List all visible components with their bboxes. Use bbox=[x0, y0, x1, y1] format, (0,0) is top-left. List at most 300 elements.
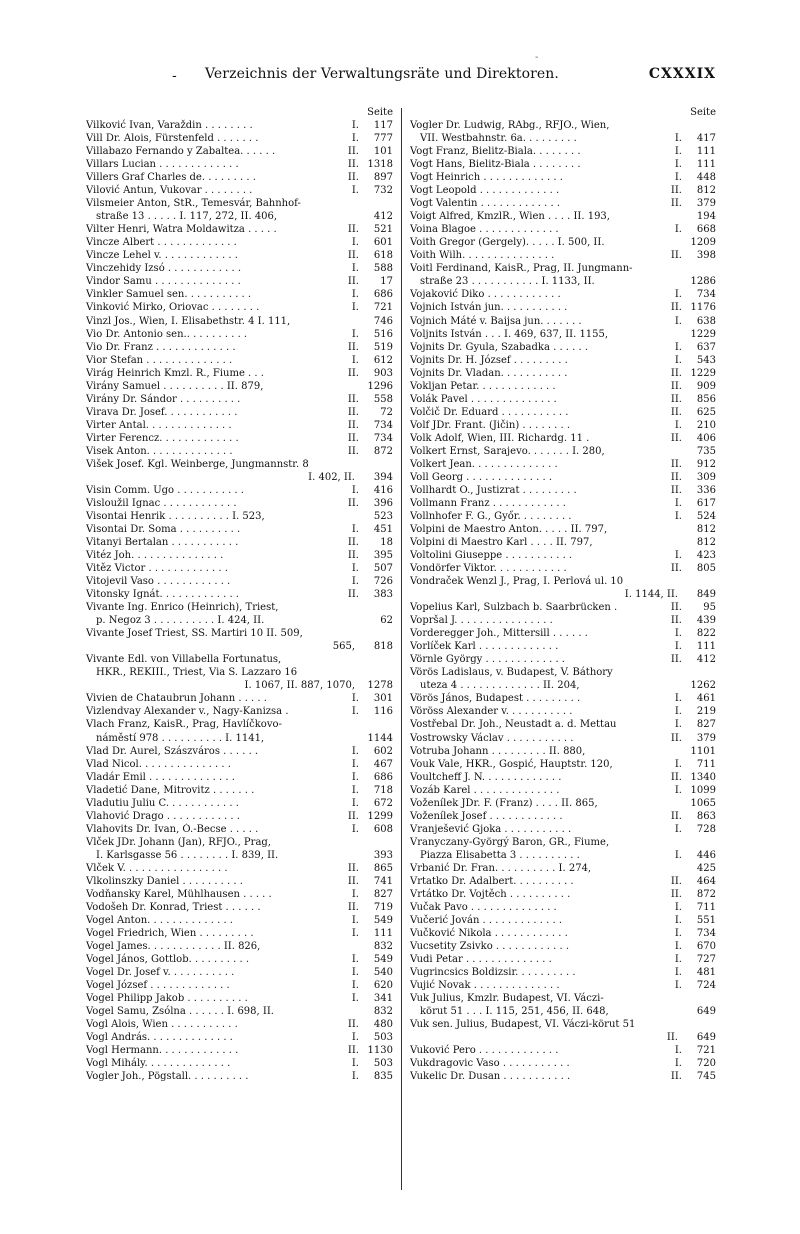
index-entry bbox=[86, 184, 393, 197]
index-entry bbox=[410, 692, 716, 705]
entry-name: Vouk Vale, HKR., Gospić, Hauptstr. 120, bbox=[410, 758, 613, 770]
entry-name: Vostrowsky Václav . . . . . . . . . . . bbox=[410, 732, 574, 744]
entry-name: Vörös János, Budapest . . . . . . . . . bbox=[410, 693, 581, 705]
entry-name: I. 1144, II. bbox=[624, 589, 678, 601]
index-entry bbox=[410, 210, 716, 223]
entry-name: Vitanyi Bertalan . . . . . . . . . . . bbox=[86, 537, 239, 549]
entry-name: Vojnits Dr. H. József . . . . . . . . . bbox=[410, 354, 568, 366]
entry-page: 686 bbox=[373, 771, 393, 783]
index-entry bbox=[410, 497, 716, 510]
index-entry bbox=[86, 810, 393, 823]
entry-volume: I. bbox=[674, 159, 682, 171]
entry-name: Vincze Lehel v. . . . . . . . . . . . . bbox=[86, 250, 238, 262]
entry-page: 849 bbox=[696, 589, 716, 601]
entry-volume: I. bbox=[351, 133, 359, 145]
entry-volume: I. bbox=[351, 1058, 359, 1070]
entry-page: 745 bbox=[696, 1071, 716, 1083]
index-entry bbox=[410, 315, 716, 328]
entry-page: 503 bbox=[373, 1032, 393, 1044]
index-entry bbox=[410, 810, 716, 823]
entry-page: 827 bbox=[373, 888, 393, 900]
entry-name: Vöröss Alexander v. . . . . . . . . . . bbox=[410, 706, 573, 718]
entry-name: Vogel József . . . . . . . . . . . . . bbox=[86, 980, 230, 992]
index-entry bbox=[86, 992, 393, 1005]
entry-name: Vudi Petar . . . . . . . . . . . . . . bbox=[410, 954, 552, 966]
index-entry bbox=[86, 315, 393, 328]
index-entry bbox=[86, 914, 393, 927]
entry-volume: I. bbox=[351, 771, 359, 783]
entry-name: Voženílek Josef . . . . . . . . . . . . bbox=[410, 810, 563, 822]
entry-page: 718 bbox=[373, 784, 393, 796]
index-entry bbox=[410, 771, 716, 784]
entry-name: Vitojevil Vaso . . . . . . . . . . . . bbox=[86, 576, 231, 588]
index-entry bbox=[410, 979, 716, 992]
entry-name: Vinczehidy Izsó . . . . . . . . . . . . bbox=[86, 263, 241, 275]
index-entry bbox=[86, 458, 393, 471]
entry-volume: II. bbox=[670, 810, 682, 822]
entry-page: 872 bbox=[696, 888, 716, 900]
header-dash: - bbox=[535, 52, 539, 63]
index-entry bbox=[410, 523, 716, 536]
entry-volume: I. bbox=[351, 954, 359, 966]
entry-volume: I. bbox=[351, 120, 359, 132]
index-entry bbox=[86, 927, 393, 940]
entry-name: Vörös Ladislaus, v. Budapest, V. Báthory bbox=[410, 667, 613, 679]
entry-page: 519 bbox=[373, 341, 393, 353]
entry-volume: II. bbox=[670, 602, 682, 614]
entry-volume: II. bbox=[670, 615, 682, 627]
entry-name: Vorderegger Joh., Mittersill . . . . . . bbox=[410, 628, 588, 640]
index-entry bbox=[86, 953, 393, 966]
entry-volume: I. bbox=[674, 172, 682, 184]
entry-volume: I. bbox=[674, 419, 682, 431]
index-entry bbox=[410, 679, 716, 692]
entry-page: 524 bbox=[696, 510, 716, 522]
entry-name: Vogl András. . . . . . . . . . . . . . bbox=[86, 1032, 233, 1044]
entry-page: 735 bbox=[696, 445, 716, 457]
entry-page: 467 bbox=[373, 758, 393, 770]
entry-name: Vindor Samu . . . . . . . . . . . . . . bbox=[86, 276, 241, 288]
index-entry bbox=[86, 705, 393, 718]
entry-volume: I. bbox=[351, 289, 359, 301]
entry-name: Visloužil Ignac . . . . . . . . . . . . bbox=[86, 497, 237, 509]
index-entry bbox=[86, 249, 393, 262]
entry-name: Virány Samuel . . . . . . . . . . II. 879, bbox=[86, 380, 264, 392]
index-entry bbox=[410, 927, 716, 940]
entry-name: Vincze Albert . . . . . . . . . . . . . bbox=[86, 237, 237, 249]
entry-name: Vopelius Karl, Sulzbach b. Saarbrücken . bbox=[410, 602, 618, 614]
index-entry bbox=[86, 223, 393, 236]
entry-name: Vrtátko Dr. Vojtěch . . . . . . . . . . bbox=[410, 888, 571, 900]
entry-page: 451 bbox=[373, 524, 393, 535]
entry-volume: I. bbox=[674, 510, 682, 522]
index-entry bbox=[86, 497, 393, 510]
entry-name: Vollhardt O., Justizrat . . . . . . . . . bbox=[410, 484, 577, 496]
entry-name: Vučković Nikola . . . . . . . . . . . . bbox=[410, 927, 568, 939]
entry-name: Vrtatko Dr. Adalbert. . . . . . . . . . bbox=[410, 875, 574, 887]
entry-name: 565, bbox=[332, 641, 355, 653]
entry-name: Vogl Alois, Wien . . . . . . . . . . . bbox=[86, 1019, 238, 1031]
entry-name: Vokljan Petar. . . . . . . . . . . . . bbox=[410, 380, 556, 392]
entry-page: 721 bbox=[373, 302, 393, 314]
entry-page: 116 bbox=[373, 706, 393, 718]
entry-volume: II. bbox=[347, 276, 359, 288]
index-entry bbox=[86, 1018, 393, 1031]
entry-page: 746 bbox=[373, 315, 393, 327]
index-entry bbox=[86, 523, 393, 536]
index-entry bbox=[410, 992, 716, 1005]
entry-volume: I. bbox=[351, 1071, 359, 1083]
entry-volume: I. bbox=[351, 263, 359, 275]
entry-volume: II. bbox=[670, 654, 682, 666]
entry-page: 481 bbox=[696, 967, 716, 979]
entry-page: 95 bbox=[703, 602, 716, 614]
index-entry bbox=[410, 380, 716, 393]
index-entry bbox=[410, 197, 716, 210]
entry-name: Vörnle György . . . . . . . . . . . . . bbox=[410, 654, 565, 666]
entry-volume: II. bbox=[347, 497, 359, 509]
entry-page: 62 bbox=[380, 615, 393, 627]
index-entry bbox=[410, 119, 716, 132]
entry-name: Voith Wilh. . . . . . . . . . . . . . . bbox=[410, 250, 555, 262]
entry-name: Vlach Franz, KaisR., Prag, Havlíčkovo- bbox=[86, 719, 282, 731]
entry-volume: II. bbox=[347, 250, 359, 262]
entry-page: 777 bbox=[373, 133, 393, 145]
entry-volume: I. bbox=[674, 497, 682, 509]
entry-page: 818 bbox=[373, 641, 393, 653]
entry-name: Vucsetity Zsivko . . . . . . . . . . . . bbox=[410, 941, 570, 952]
entry-volume: I. bbox=[351, 823, 359, 835]
entry-name: Vojnich István jun. . . . . . . . . . . bbox=[410, 302, 568, 314]
entry-page: 1101 bbox=[690, 745, 716, 757]
entry-page: 1209 bbox=[690, 237, 716, 249]
index-entry bbox=[410, 901, 716, 914]
index-entry bbox=[410, 966, 716, 979]
entry-name: Vinković Mirko, Oriovac . . . . . . . . bbox=[86, 302, 260, 314]
entry-volume: I. bbox=[351, 524, 359, 535]
entry-volume: I. bbox=[674, 823, 682, 835]
entry-page: 464 bbox=[696, 875, 716, 887]
entry-name: Vranješević Gjoka . . . . . . . . . . . bbox=[410, 823, 572, 835]
entry-name: Vior Stefan . . . . . . . . . . . . . . bbox=[86, 354, 233, 366]
entry-name: Vuk Julius, Kmzlr. Budapest, VI. Váczi- bbox=[410, 993, 604, 1005]
entry-volume: I. bbox=[351, 328, 359, 340]
entry-page: 210 bbox=[696, 419, 716, 431]
entry-name: Vladutiu Juliu C. . . . . . . . . . . . bbox=[86, 797, 239, 809]
entry-page: 558 bbox=[373, 393, 393, 405]
index-entry bbox=[410, 849, 716, 862]
entry-volume: I. bbox=[351, 354, 359, 366]
entry-page: 101 bbox=[373, 146, 393, 158]
entry-page: 672 bbox=[373, 797, 393, 809]
entry-volume: I. bbox=[674, 954, 682, 966]
index-entry bbox=[410, 732, 716, 745]
entry-page: 637 bbox=[696, 341, 716, 353]
entry-name: Vujić Novak . . . . . . . . . . . . . . bbox=[410, 980, 560, 992]
index-entry bbox=[86, 510, 393, 523]
entry-volume: I. bbox=[351, 967, 359, 979]
entry-volume: II. bbox=[670, 458, 682, 470]
entry-page: 601 bbox=[373, 237, 393, 249]
index-entry bbox=[86, 197, 393, 210]
index-entry bbox=[86, 432, 393, 445]
entry-volume: II. bbox=[670, 406, 682, 418]
index-entry bbox=[410, 262, 716, 275]
index-entry bbox=[86, 484, 393, 497]
index-entry bbox=[410, 953, 716, 966]
entry-name: Vogl Hermann. . . . . . . . . . . . . bbox=[86, 1045, 239, 1057]
index-entry bbox=[86, 771, 393, 784]
index-entry bbox=[86, 549, 393, 562]
entry-name: Vlad Nicol. . . . . . . . . . . . . . . bbox=[86, 758, 231, 770]
entry-name: Vollnhofer F. G., Győr. . . . . . . . . bbox=[410, 510, 572, 522]
index-entry bbox=[86, 575, 393, 588]
entry-page: 406 bbox=[696, 432, 716, 444]
entry-name: Vlček V. . . . . . . . . . . . . . . . . bbox=[86, 862, 228, 874]
entry-volume: I. bbox=[351, 484, 359, 496]
entry-name: Vizlendvay Alexander v., Nagy-Kanizsa . bbox=[86, 706, 289, 718]
entry-page: 863 bbox=[696, 810, 716, 822]
entry-page: 425 bbox=[696, 862, 716, 874]
index-entry bbox=[86, 1005, 393, 1018]
entry-volume: II. bbox=[670, 250, 682, 262]
entry-page: 379 bbox=[696, 198, 716, 210]
entry-name: Vogler Joh., Pögstall. . . . . . . . . . bbox=[86, 1071, 249, 1083]
index-entry bbox=[86, 132, 393, 145]
entry-page: 379 bbox=[696, 732, 716, 744]
index-entry bbox=[86, 236, 393, 249]
entry-name: Villars Lucian . . . . . . . . . . . . . bbox=[86, 159, 239, 171]
entry-volume: II. bbox=[670, 432, 682, 444]
index-entry bbox=[410, 562, 716, 575]
entry-name: Vučak Pavo . . . . . . . . . . . . . . bbox=[410, 901, 557, 913]
entry-name: Vojnits Dr. Vladan. . . . . . . . . . . bbox=[410, 367, 568, 379]
entry-volume: II. bbox=[347, 550, 359, 562]
entry-name: II. bbox=[666, 1032, 678, 1044]
entry-volume: II. bbox=[347, 224, 359, 236]
index-entry bbox=[86, 275, 393, 288]
entry-volume: I. bbox=[674, 719, 682, 731]
entry-page: 111 bbox=[373, 927, 393, 939]
entry-page: 903 bbox=[373, 367, 393, 379]
entry-name: Vilsmeier Anton, StR., Temesvár, Bahnhof- bbox=[86, 198, 301, 210]
entry-volume: I. bbox=[351, 302, 359, 314]
entry-name: Vojaković Diko . . . . . . . . . . . . bbox=[410, 289, 561, 301]
entry-volume: I. bbox=[351, 693, 359, 705]
index-entry bbox=[86, 562, 393, 575]
entry-page: 812 bbox=[696, 524, 716, 535]
entry-page: 446 bbox=[696, 849, 716, 861]
entry-page: 480 bbox=[373, 1019, 393, 1031]
entry-name: Voitl Ferdinand, KaisR., Prag, II. Jungmann- bbox=[410, 263, 633, 275]
entry-volume: II. bbox=[347, 172, 359, 184]
entry-page: 423 bbox=[696, 550, 716, 562]
entry-page: 608 bbox=[373, 823, 393, 835]
seite-label-left: Seite bbox=[367, 107, 393, 118]
entry-name: Vopršal J. . . . . . . . . . . . . . . . bbox=[410, 615, 553, 627]
entry-name: Vojnich Máté v. Baijsa jun. . . . . . . bbox=[410, 315, 582, 327]
entry-page: 111 bbox=[696, 146, 716, 158]
index-entry bbox=[86, 601, 393, 614]
index-entry bbox=[410, 666, 716, 679]
index-entry bbox=[410, 875, 716, 888]
entry-volume: I. bbox=[351, 563, 359, 575]
entry-name: Visontai Henrik . . . . . . . . . . I. 523, bbox=[86, 510, 265, 522]
entry-volume: I. bbox=[674, 758, 682, 770]
index-entry bbox=[410, 132, 716, 145]
entry-name: Vogl Mihály. . . . . . . . . . . . . . bbox=[86, 1058, 231, 1070]
entry-name: Vio Dr. Franz . . . . . . . . . . . . . bbox=[86, 341, 236, 353]
entry-page: 625 bbox=[696, 406, 716, 418]
entry-page: 1318 bbox=[367, 159, 393, 171]
index-entry bbox=[86, 653, 393, 666]
index-entry bbox=[86, 367, 393, 380]
entry-volume: I. bbox=[674, 914, 682, 926]
index-entry bbox=[86, 901, 393, 914]
entry-name: Votruba Johann . . . . . . . . . II. 880, bbox=[410, 745, 586, 757]
index-entry bbox=[86, 823, 393, 836]
entry-name: Vinzl Jos., Wien, I. Elisabethstr. 4 I. 111, bbox=[86, 315, 291, 327]
entry-page: 549 bbox=[373, 954, 393, 966]
entry-name: uteza 4 . . . . . . . . . . . . . II. 204, bbox=[420, 680, 580, 692]
entry-name: I. Karlsgasse 56 . . . . . . . . I. 839, II. bbox=[96, 849, 279, 861]
entry-volume: II. bbox=[347, 901, 359, 913]
entry-page: 719 bbox=[373, 901, 393, 913]
entry-page: 521 bbox=[373, 224, 393, 236]
entry-page: 309 bbox=[696, 471, 716, 483]
entry-page: 516 bbox=[373, 328, 393, 340]
entry-volume: II. bbox=[670, 302, 682, 314]
entry-page: 439 bbox=[696, 615, 716, 627]
index-entry bbox=[410, 393, 716, 406]
entry-name: Vogt Heinrich . . . . . . . . . . . . . bbox=[410, 172, 563, 184]
entry-name: Voljnits István . . . I. 469, 637, II. 1155, bbox=[410, 328, 609, 340]
entry-volume: I. bbox=[674, 706, 682, 718]
entry-name: Vitéz Joh. . . . . . . . . . . . . . . bbox=[86, 550, 224, 562]
index-entry bbox=[410, 588, 716, 601]
entry-page: 720 bbox=[696, 1058, 716, 1070]
index-entry bbox=[410, 471, 716, 484]
entry-page: 412 bbox=[696, 654, 716, 666]
entry-page: 832 bbox=[373, 941, 393, 952]
entry-page: 17 bbox=[380, 276, 393, 288]
index-entry bbox=[410, 536, 716, 549]
entry-name: Vogel James. . . . . . . . . . . . II. 826, bbox=[86, 941, 261, 952]
entry-page: 301 bbox=[373, 693, 393, 705]
index-entry bbox=[410, 301, 716, 314]
index-entry bbox=[410, 862, 716, 875]
entry-page: 194 bbox=[696, 211, 716, 223]
entry-page: 396 bbox=[373, 497, 393, 509]
entry-page: 711 bbox=[696, 901, 716, 913]
index-entry bbox=[410, 458, 716, 471]
index-entry bbox=[410, 745, 716, 758]
entry-volume: II. bbox=[670, 185, 682, 197]
entry-page: 543 bbox=[696, 354, 716, 366]
index-entry bbox=[410, 888, 716, 901]
index-entry bbox=[86, 158, 393, 171]
index-entry bbox=[86, 849, 393, 862]
entry-volume: I. bbox=[674, 941, 682, 952]
index-entry bbox=[410, 367, 716, 380]
entry-page: 448 bbox=[696, 172, 716, 184]
index-entry bbox=[410, 1018, 716, 1031]
entry-page: 549 bbox=[373, 914, 393, 926]
entry-page: 117 bbox=[373, 120, 393, 132]
entry-volume: I. bbox=[351, 706, 359, 718]
entry-name: Vilović Antun, Vukovar . . . . . . . . bbox=[86, 185, 253, 197]
entry-page: 1262 bbox=[690, 680, 716, 692]
entry-page: 638 bbox=[696, 315, 716, 327]
entry-page: 1229 bbox=[690, 367, 716, 379]
entry-volume: I. bbox=[674, 354, 682, 366]
entry-page: 872 bbox=[373, 445, 393, 457]
index-entry bbox=[86, 718, 393, 731]
entry-volume: II. bbox=[347, 367, 359, 379]
entry-name: Vogel János, Gottlob. . . . . . . . . . bbox=[86, 954, 250, 966]
entry-page: 219 bbox=[696, 706, 716, 718]
entry-name: Voith Gregor (Gergely). . . . . I. 500, II. bbox=[410, 237, 605, 249]
entry-name: Vozáb Karel . . . . . . . . . . . . . . bbox=[410, 784, 560, 796]
entry-name: Voina Blagoe . . . . . . . . . . . . . bbox=[410, 224, 559, 236]
entry-volume: I. bbox=[351, 914, 359, 926]
entry-name: Vio Dr. Antonio sen.. . . . . . . . . . bbox=[86, 328, 248, 340]
index-entry bbox=[410, 575, 716, 588]
entry-name: Vogler Dr. Ludwig, RAbg., RFJO., Wien, bbox=[410, 120, 610, 132]
entry-name: Virava Dr. Josef. . . . . . . . . . . . bbox=[86, 406, 238, 418]
entry-page: 805 bbox=[696, 563, 716, 575]
entry-volume: I. bbox=[351, 888, 359, 900]
entry-name: Vill Dr. Alois, Fürstenfeld . . . . . . . bbox=[86, 133, 259, 145]
entry-volume: II. bbox=[347, 875, 359, 887]
index-entry bbox=[410, 223, 716, 236]
entry-volume: II. bbox=[670, 1071, 682, 1083]
entry-volume: II. bbox=[347, 419, 359, 431]
entry-volume: I. bbox=[674, 224, 682, 236]
index-entry bbox=[86, 119, 393, 132]
index-entry bbox=[410, 823, 716, 836]
entry-page: 416 bbox=[373, 484, 393, 496]
entry-page: 540 bbox=[373, 967, 393, 979]
entry-name: Vogel Friedrich, Wien . . . . . . . . . bbox=[86, 927, 254, 939]
index-entry bbox=[410, 341, 716, 354]
entry-page: 734 bbox=[696, 927, 716, 939]
entry-page: 670 bbox=[696, 941, 716, 952]
entry-volume: I. bbox=[351, 980, 359, 992]
entry-volume: I. bbox=[674, 849, 682, 861]
entry-name: Volkert Jean. . . . . . . . . . . . . . bbox=[410, 458, 558, 470]
index-entry bbox=[86, 888, 393, 901]
entry-volume: II. bbox=[347, 341, 359, 353]
index-entry bbox=[410, 601, 716, 614]
index-entry bbox=[86, 862, 393, 875]
entry-page: 711 bbox=[696, 758, 716, 770]
index-entry bbox=[410, 1044, 716, 1057]
entry-name: Vondörfer Viktor. . . . . . . . . . . . bbox=[410, 563, 567, 575]
entry-volume: I. bbox=[351, 185, 359, 197]
index-entry bbox=[410, 158, 716, 171]
index-entry bbox=[86, 940, 393, 953]
entry-page: 111 bbox=[696, 159, 716, 171]
entry-name: Vilter Henri, Watra Moldawitza . . . . . bbox=[86, 224, 277, 236]
header-dash-left: - bbox=[172, 68, 177, 84]
index-entry bbox=[86, 588, 393, 601]
entry-name: Vučerić Jován . . . . . . . . . . . . . bbox=[410, 914, 563, 926]
entry-page: 1065 bbox=[690, 797, 716, 809]
entry-name: I. 1067, II. 887, 1070, bbox=[244, 680, 355, 692]
entry-page: 822 bbox=[696, 628, 716, 640]
entry-name: Vogel Philipp Jakob . . . . . . . . . . bbox=[86, 993, 248, 1005]
